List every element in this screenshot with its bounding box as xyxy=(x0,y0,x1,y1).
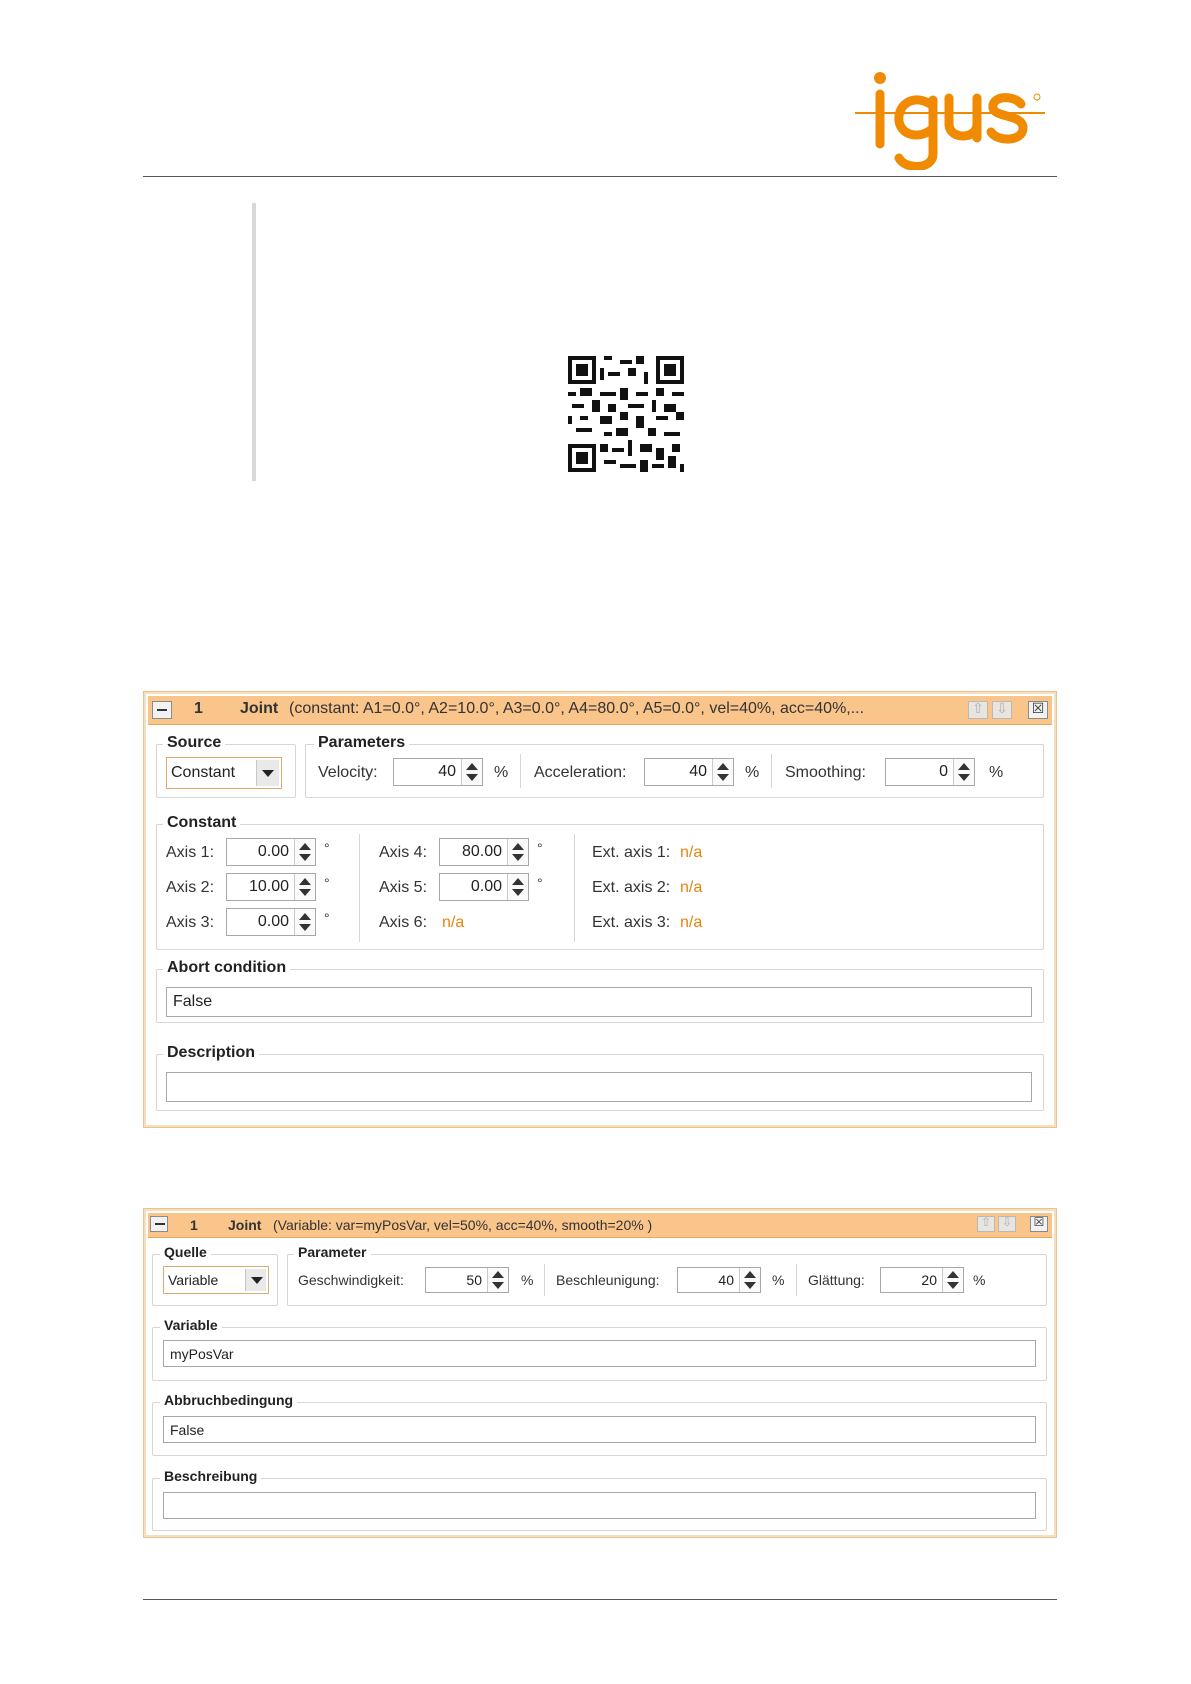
separator xyxy=(359,834,360,942)
panel-titlebar xyxy=(148,696,1052,725)
axis4-input[interactable] xyxy=(439,838,529,866)
joint-command-panel-constant xyxy=(143,691,1057,1128)
axis2-input[interactable] xyxy=(226,873,316,901)
command-type: Joint xyxy=(240,700,279,717)
move-down-button[interactable] xyxy=(992,701,1012,719)
axis6-label: Axis 6: xyxy=(379,914,428,931)
close-icon: ☒ xyxy=(1033,1215,1045,1229)
ext-axis1-value: n/a xyxy=(680,844,703,861)
parameters-label: Parameters xyxy=(314,734,409,752)
axis4-value: 80.00 xyxy=(461,843,502,860)
collapse-button[interactable] xyxy=(150,1216,168,1232)
spinner-icon[interactable] xyxy=(739,1268,760,1292)
margin-bar xyxy=(252,203,256,481)
acceleration-label: Beschleunigung: xyxy=(556,1272,660,1288)
axis5-label: Axis 5: xyxy=(379,879,428,896)
axis3-unit: ° xyxy=(324,910,330,926)
collapse-icon xyxy=(157,709,167,711)
separator xyxy=(574,834,575,942)
abort-condition-label: Abort condition xyxy=(163,959,290,977)
axis1-value: 0.00 xyxy=(257,843,289,860)
spinner-icon[interactable] xyxy=(507,874,528,900)
header-rule xyxy=(143,176,1057,177)
axis2-unit: ° xyxy=(324,875,330,891)
smoothing-label: Smoothing: xyxy=(785,764,866,781)
move-down-button[interactable] xyxy=(998,1216,1016,1232)
abort-condition-input[interactable] xyxy=(166,987,1032,1017)
variable-input[interactable] xyxy=(163,1340,1036,1367)
command-index: 1 xyxy=(190,1217,198,1233)
axis4-unit: ° xyxy=(537,840,543,856)
spinner-icon[interactable] xyxy=(487,1268,508,1292)
smoothing-input[interactable] xyxy=(880,1267,964,1293)
constant-label: Constant xyxy=(163,814,240,832)
igus-logo xyxy=(855,66,1045,170)
separator xyxy=(771,754,772,788)
axis3-label: Axis 3: xyxy=(166,914,215,931)
smoothing-unit: % xyxy=(973,1272,986,1288)
variable-value: myPosVar xyxy=(170,1345,234,1362)
description-label: Description xyxy=(163,1044,259,1062)
axis3-input[interactable] xyxy=(226,908,316,936)
collapse-icon xyxy=(155,1223,165,1225)
joint-command-panel-variable xyxy=(143,1208,1057,1538)
abort-condition-value: False xyxy=(173,993,213,1010)
chevron-down-icon xyxy=(245,1269,266,1291)
move-up-button[interactable] xyxy=(968,701,988,719)
close-button[interactable] xyxy=(1028,701,1048,719)
smoothing-unit: % xyxy=(989,764,1004,781)
close-button[interactable] xyxy=(1030,1216,1048,1232)
acceleration-value: 40 xyxy=(689,763,707,780)
chevron-down-icon xyxy=(256,760,279,786)
smoothing-value: 20 xyxy=(921,1272,937,1288)
arrow-up-icon: ⇧ xyxy=(972,700,984,716)
axis1-unit: ° xyxy=(324,840,330,856)
ext-axis2-value: n/a xyxy=(680,879,703,896)
separator xyxy=(520,754,521,788)
abort-condition-value: False xyxy=(170,1421,205,1438)
spinner-icon[interactable] xyxy=(294,909,315,935)
acceleration-unit: % xyxy=(745,764,760,781)
description-input[interactable] xyxy=(166,1072,1032,1102)
axis2-label: Axis 2: xyxy=(166,879,215,896)
spinner-icon[interactable] xyxy=(507,839,528,865)
velocity-value: 50 xyxy=(466,1272,482,1288)
velocity-input[interactable] xyxy=(425,1267,509,1293)
command-summary: (constant: A1=0.0°, A2=10.0°, A3=0.0°, A4=80.0°, A5=0.0°, vel=40%, acc=40%,... xyxy=(289,700,865,717)
command-index: 1 xyxy=(194,700,203,717)
velocity-label: Velocity: xyxy=(318,764,378,781)
spinner-icon[interactable] xyxy=(461,759,482,785)
footer-rule xyxy=(143,1599,1057,1600)
separator xyxy=(544,1264,545,1296)
parameters-label: Parameter xyxy=(294,1244,371,1260)
arrow-down-icon: ⇩ xyxy=(1001,1215,1013,1229)
spinner-icon[interactable] xyxy=(712,759,733,785)
description-label: Beschreibung xyxy=(160,1468,261,1484)
acceleration-input[interactable] xyxy=(644,758,734,786)
command-summary: (Variable: var=myPosVar, vel=50%, acc=40%, smooth=20% ) xyxy=(273,1217,653,1233)
acceleration-value: 40 xyxy=(718,1272,734,1288)
command-type: Joint xyxy=(228,1217,262,1233)
acceleration-label: Acceleration: xyxy=(534,764,627,781)
source-value: Constant xyxy=(171,764,236,781)
velocity-value: 40 xyxy=(438,763,456,780)
abort-condition-input[interactable] xyxy=(163,1416,1036,1443)
source-select[interactable] xyxy=(163,1266,269,1294)
ext-axis3-label: Ext. axis 3: xyxy=(592,914,671,931)
abort-condition-label: Abbruchbedingung xyxy=(160,1392,297,1408)
axis2-value: 10.00 xyxy=(248,878,289,895)
smoothing-value: 0 xyxy=(939,763,948,780)
ext-axis1-label: Ext. axis 1: xyxy=(592,844,671,861)
spinner-icon[interactable] xyxy=(953,759,974,785)
source-label: Source xyxy=(163,734,225,752)
axis5-unit: ° xyxy=(537,875,543,891)
source-value: Variable xyxy=(168,1272,219,1288)
axis4-label: Axis 4: xyxy=(379,844,428,861)
ext-axis2-label: Ext. axis 2: xyxy=(592,879,671,896)
ext-axis3-value: n/a xyxy=(680,914,703,931)
acceleration-unit: % xyxy=(772,1272,785,1288)
axis1-input[interactable] xyxy=(226,838,316,866)
qr-code xyxy=(568,356,684,472)
velocity-input[interactable] xyxy=(393,758,483,786)
acceleration-input[interactable] xyxy=(677,1267,761,1293)
spinner-icon[interactable] xyxy=(294,874,315,900)
axis3-value: 0.00 xyxy=(257,913,289,930)
separator xyxy=(796,1264,797,1296)
variable-label: Variable xyxy=(160,1317,222,1333)
panel-titlebar xyxy=(148,1213,1052,1238)
smoothing-input[interactable] xyxy=(885,758,975,786)
spinner-icon[interactable] xyxy=(942,1268,963,1292)
axis5-input[interactable] xyxy=(439,873,529,901)
axis1-label: Axis 1: xyxy=(166,844,215,861)
velocity-unit: % xyxy=(494,764,509,781)
move-up-button[interactable] xyxy=(977,1216,995,1232)
axis6-value: n/a xyxy=(442,914,465,931)
velocity-unit: % xyxy=(521,1272,534,1288)
collapse-button[interactable] xyxy=(152,701,172,719)
source-label: Quelle xyxy=(160,1244,211,1260)
velocity-label: Geschwindigkeit: xyxy=(298,1272,404,1288)
source-select[interactable] xyxy=(166,757,282,789)
arrow-down-icon: ⇩ xyxy=(996,700,1008,716)
spinner-icon[interactable] xyxy=(294,839,315,865)
close-icon: ☒ xyxy=(1031,700,1045,716)
description-input[interactable] xyxy=(163,1492,1036,1519)
arrow-up-icon: ⇧ xyxy=(980,1215,992,1229)
smoothing-label: Glättung: xyxy=(808,1272,865,1288)
axis5-value: 0.00 xyxy=(470,878,502,895)
